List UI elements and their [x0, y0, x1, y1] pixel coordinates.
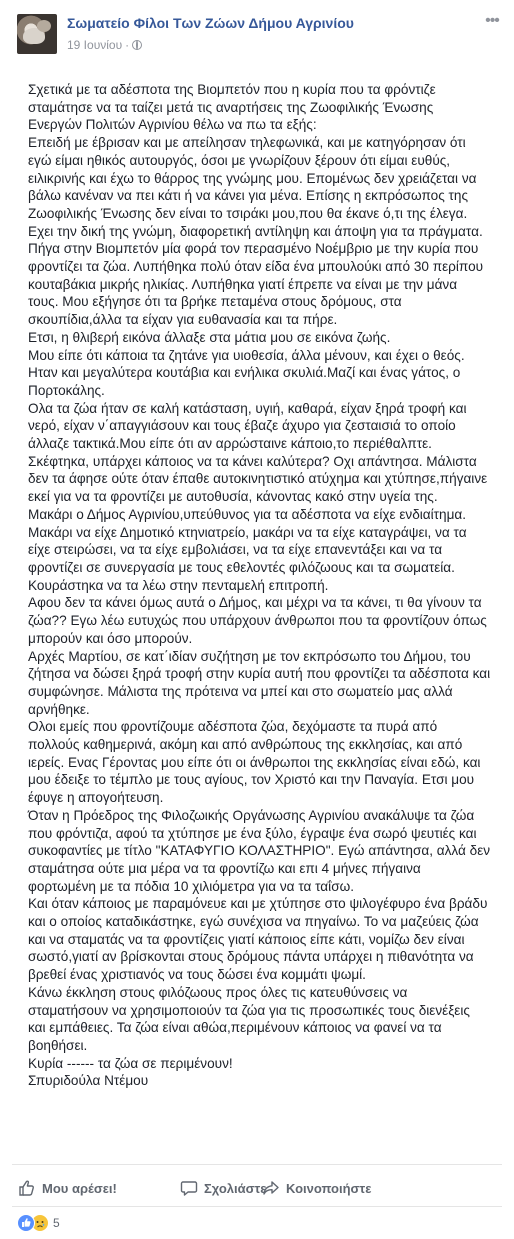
post-text-line: Αφου δεν τα κάνει όμως αυτά ο Δήμος, και μέχρι να τα κάνει, τι θα γίνουν τα — [28, 595, 482, 611]
post-text-line: ζήτησα να δώσει ξηρά τροφή στην κυρία αυτή που φροντίζει τα αδέσποτα και — [28, 666, 491, 682]
page-name-link[interactable]: Σωματείο Φίλοι Των Ζώων Δήμου Αγρινίου — [67, 15, 354, 31]
post-text-line: ζώα?? Εγω λέω ευτυχώς που υπάρχουν άνθρωποι που τα φροντίζουν όπως — [28, 613, 487, 629]
post-body — [28, 81, 498, 1090]
post-text-line: νερό, είχαν ν΄απαγγιάσουν και τους έβαζε άχυρο για ζεσταισιά το οποίο — [28, 418, 456, 434]
post-text-line: Επειδή με έβρισαν και με απείλησαν τηλεφωνικά, και με κατηγόρησαν ότι — [28, 135, 466, 151]
share-button[interactable] — [262, 1172, 371, 1204]
post-text-line: Κυρία ------ τα ζώα σε περιμένουν! — [28, 1055, 233, 1071]
post-text-line: αρνήθηκε. — [28, 701, 90, 717]
post-text-line: εγώ είμαι ηθικός αυτουργός, όσοι με γνωρίζουν ξέρουν ότι είμαι ευθύς, — [28, 152, 451, 168]
post-text-line: συμφώνησε. Μάλιστα της πρότεινα να μπεί και στο σωματείο μας αλλά — [28, 683, 453, 699]
post-text-line: Σχετικά με τα αδέσποτα της Βιομπετόν που η κυρία που τα φρόντιζε — [28, 82, 436, 97]
post-text-line: που φρόντιζα, αφού τα χτύπησε με ένα ξύλο, έγραψε ένα σωρό ψευτιές και — [28, 825, 477, 841]
post-text-line: Ενεργών Πολιτών Αγρινίου θέλω να πω τα εξής: — [28, 117, 317, 133]
post-text-line: συκοφαντίες με τίτλο "ΚΑΤΑΦΥΓΙΟ ΚΟΛΑΣΤΗΡΙΟ". Εγώ απάντησα, αλλά δεν — [28, 843, 491, 859]
post-text-line: Σκέφτηκα, υπάρχει κάποιος να τα κάνει καλύτερα? Οχι απάντησα. Μάλιστα — [28, 453, 477, 469]
comment-label: Σχολιάστε — [204, 1180, 267, 1196]
post-text-line: και εμπάθειες. Τα ζώα είναι αθώα,περιμένουν κάποιος να φανεί να τα — [28, 1020, 442, 1036]
post-text-line: Ζωοφιλικής Ένωσης δεν είναι το τσιράκι μου,που θα έκανε ό,τι της έλεγα. — [28, 205, 468, 221]
post-text-line: Αρχές Μαρτίου, σε κατ΄ιδίαν συζήτηση με τον εκπρόσωπο του Δήμου, του — [28, 648, 471, 664]
post-text-line: βρεθεί ένας χριστιανός να τους δώσει ένα κομμάτι ψωμί. — [28, 967, 366, 983]
post-text-line: έφυγε η απογοήτευση. — [28, 790, 164, 806]
post-text-line: φορτωμένη με τα πόδια 10 χιλιόμετρα για να τα ταΐσω. — [28, 878, 354, 894]
thumbs-up-icon — [18, 1179, 36, 1197]
reaction-count: 5 — [53, 1216, 60, 1230]
like-button[interactable] — [18, 1172, 117, 1204]
post-text-line: Όταν η Πρόεδρος της Φιλοζωικής Οργάνωσης Αγρινίου ανακάλυψε τα ζώα — [28, 807, 475, 823]
post-text-line: δεν τα άφησε ούτε όταν έπαθε αυτοκινητιστικό ατύχημα και χτύπησε,πήγαινε — [28, 471, 488, 487]
comment-icon — [180, 1179, 198, 1197]
globe-icon[interactable] — [132, 40, 142, 50]
post-text-line: και να σταματάς να τα φροντίζεις γιατί κάποιος είπε κάτι, νομίζω δεν είναι — [28, 931, 465, 947]
post-text-line: ιερείς. Ενας Γέροντας μου είπε ότι οι άνθρωποι της εκκλησίας είναι εδώ, και — [28, 754, 481, 770]
post-text-line: Ολοι εμείς που φροντίζουμε αδέσποτα ζώα, δεχόμαστε τα πυρά από — [28, 719, 438, 735]
post-text-line: Και όταν κάποιος με παραμόνευε και με χτύπησε στο ψιλογέφυρο ένα βράδυ — [28, 896, 488, 912]
post-text-line: Μακάρι να είχε Δημοτικό κτηνιατρείο, μακάρι να τα είχε καταγράψει, να τα — [28, 524, 467, 540]
post-text-line: ειλικρινής και έχω το θάρρος της γνώμης μου. Επομένως δεν χρειάζεται να — [28, 170, 477, 186]
share-label: Κοινοποιήστε — [286, 1180, 372, 1196]
share-icon — [262, 1179, 280, 1197]
post-text-line: Μακάρι ο Δήμος Αγρινίου,υπεύθυνος για τα αδέσποτα να είχε ενδιαίτημα. — [28, 506, 467, 522]
post-text-line: τους. Μου εξήγησε ότι τα βρήκε πεταμένα στους δρόμους, στα — [28, 294, 402, 310]
comment-button[interactable] — [180, 1172, 266, 1204]
page-avatar[interactable] — [17, 14, 57, 54]
post-date[interactable]: 19 Ιουνίου — [67, 38, 123, 52]
post-text-line: πολλούς καθημερινά, ακόμη και από ανθρώπους της εκκλησίας, και από — [28, 737, 463, 753]
more-options-icon[interactable]: ••• — [485, 12, 499, 29]
post-text-line: Μου είπε ότι κάποια τα ζητάνε για υιοθεσία, άλλα μένουν, και έχει ο θεός. — [28, 347, 465, 363]
post-text-line: Πήγα στην Βιομπετόν μία φορά τον περασμένο Νοέμβριο με την κυρία που — [28, 241, 479, 257]
post-text-line: βάλω κανέναν να πει κάτι ή να κάνει για μένα. Επίσης η εκπρόσωπος της — [28, 188, 469, 204]
post-text-line: άλλαζε τακτικά.Μου είπε ότι αν αρρώσταινε κάποιο,το περιέθαλπτε. — [28, 436, 432, 452]
post-text-line: είχε στειρώσει, να τα είχε εμβολιάσει, να τα είχε επανεντάξει και να τα — [28, 542, 443, 558]
post-text-line: και ο οποίος καταδικάστηκε, εγώ συνέχισα να πηγαίνω. Το να μαζεύεις ζώα — [28, 914, 479, 930]
post-text-line: Κουράστηκα να τα λέω στην πενταμελή επιτροπή. — [28, 577, 329, 593]
like-label: Μου αρέσει! — [42, 1180, 117, 1196]
post-meta — [67, 38, 142, 52]
post-text-line: σκουπίδια,άλλα τα είχαν για ευθανασία και τα πήρε. — [28, 312, 338, 328]
post-text-line: σταμάτησε να τα ταίζει μετά τις αναρτήσεις της Ζωοφιλικής Ένωσης — [28, 99, 434, 115]
divider — [12, 1164, 502, 1165]
post-text-line: μπορούν και όσο μπορούν. — [28, 630, 193, 646]
post-text-line: βοηθήσει. — [28, 1037, 88, 1053]
post-text-line: Ηταν και μεγαλύτερα κουτάβια και ενήλικα σκυλιά.Μαζί και ένας γάτος, ο — [28, 365, 461, 381]
post-text-line: Ετσι, η θλιβερή εικόνα άλλαξε στα μάτια μου σε εικόνα ζωής. — [28, 329, 391, 345]
meta-separator: · — [125, 38, 130, 52]
post-actions — [12, 1172, 502, 1204]
post-text-line: Σπυριδούλα Ντέμου — [28, 1073, 149, 1089]
like-icon — [17, 1214, 35, 1232]
post-text-line: Πορτοκάλης. — [28, 382, 105, 398]
post-text-line: σωστό,γιατί αν βρίσκονται στους δρόμους πάντα υπάρχει η πιθανότητα να — [28, 949, 474, 965]
post-text-line: εκεί για να τα φροντίζει με αυτοθυσία, κάνοντας κακό στην υγεία της. — [28, 489, 438, 505]
post-header — [17, 14, 502, 62]
reactions-summary[interactable] — [17, 1213, 60, 1233]
post-text-line: φροντίζει τα ζώα. Λυπήθηκα πολύ όταν είδα ένα μπουλούκι από 30 περίπου — [28, 259, 484, 275]
post-text-line: Κάνω έκκληση στους φιλόζωους προς όλες τις κατευθύνσεις να — [28, 984, 408, 1000]
post-text-line: φροντίζει σε συνεργασία με τους εθελοντές φιλόζωους και τα σωματεία. — [28, 559, 455, 575]
post-text-line: σταμάτησα ούτε μια μέρα να τα φροντίζω και επι 4 μήνες πήγαινα — [28, 860, 421, 876]
post-text-line: Εχει την δική της γνώμη, διαφορετική αντίληψη και άποψη για τα πράγματα. — [28, 223, 483, 239]
divider — [12, 1206, 502, 1207]
post-text-line: Ολα τα ζώα ήταν σε καλή κατάσταση, υγιή, καθαρά, είχαν ξηρά τροφή και — [28, 400, 467, 416]
post-text-line: κουταβάκια μικρής ηλικίας. Λυπήθηκα γιατί έπρεπε να είναι με την μάνα — [28, 276, 458, 292]
avatar-image-part — [37, 20, 51, 32]
post-text-line: σταματήσουν να χρησιμοποιούν τα ζώα για τις προσωπικές τους διενέξεις — [28, 1002, 470, 1018]
post-text-line: μου έδειξε το τέμπλο με τους αγίους, τον Χριστό και την Παναγία. Ετσι μου — [28, 772, 475, 788]
